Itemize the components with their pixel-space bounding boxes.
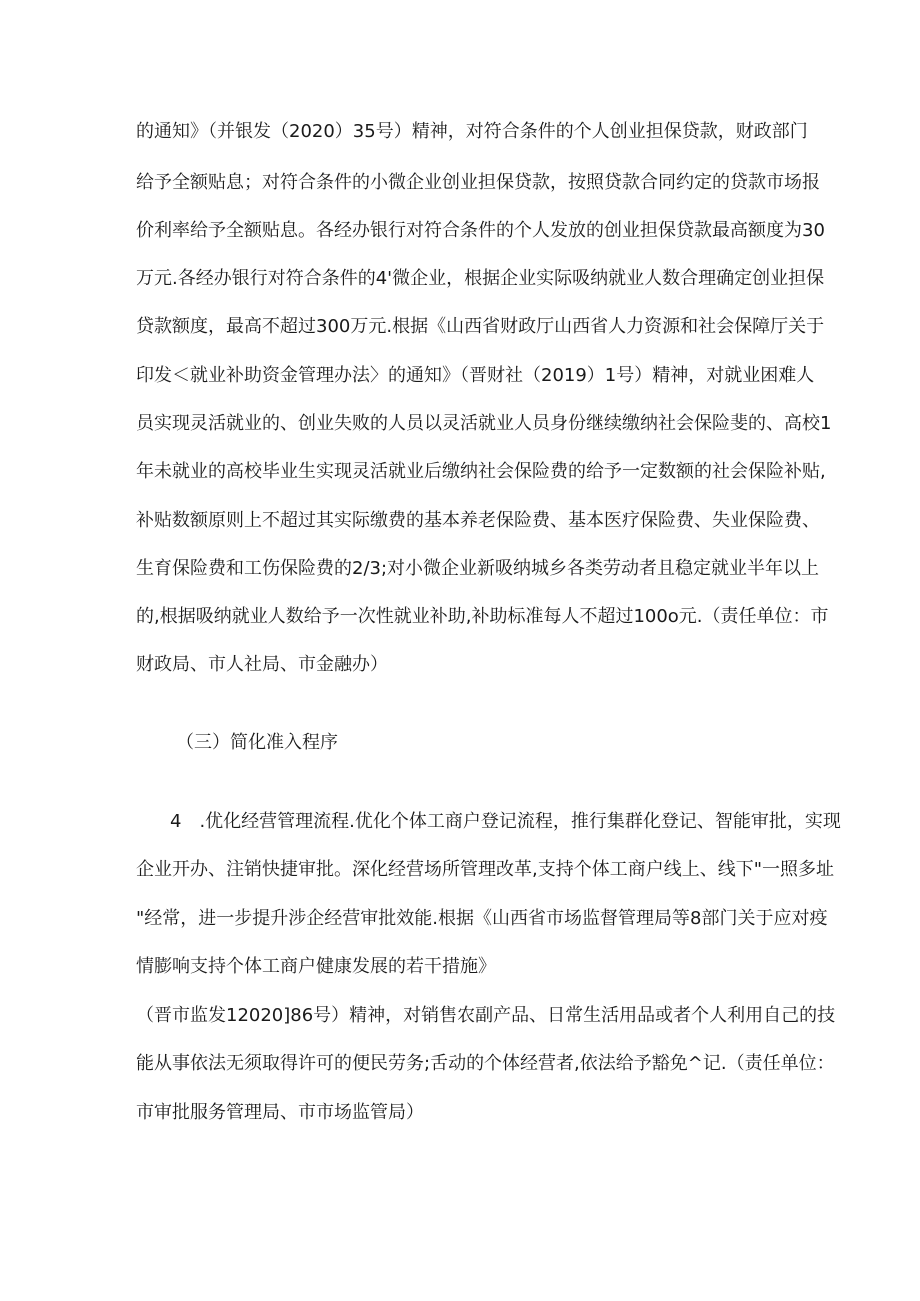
paragraph-1-line-5: 贷款额度，最高不超过300万元.根据《山西省财政厅山西省人力资源和社会保障厅关于 <box>136 316 825 337</box>
paragraph-1-line-9: 补贴数额原则上不超过其实际缴费的基本养老保险费、基本医疗保险费、失业保险费、 <box>136 510 820 531</box>
paragraph-1-line-6: 印发＜就业补助资金管理办法〉的通知》（晋财社（2019）1号）精神，对就业困难人 <box>136 365 815 386</box>
paragraph-1-line-7: 员实现灵活就业的、创业失败的人员以灵活就业人员身份继续缴纳社会保险斐的、高校1 <box>136 413 832 434</box>
paragraph-1-line-2: 给予全额贴息；对符合条件的小微企业创业担保贷款，按照贷款合同约定的贷款市场报 <box>136 172 820 193</box>
paragraph-1-line-1: 的通知》（并银发（2020）35号）精神，对符合条件的个人创业担保贷款，财政部门 <box>136 121 808 142</box>
paragraph-1-line-8: 年未就业的高校毕业生实现灵活就业后缴纳社会保险费的给予一定数额的社会保险补贴, <box>136 461 826 482</box>
paragraph-2-line-6: 能从事依法无须取得许可的便民劳务;舌动的个体经营者,依法给予豁免^记.（责任单位： <box>136 1053 835 1074</box>
paragraph-2-line-1: 4 .优化经营管理流程.优化个体工商户登记流程，推行集群化登记、智能审批，实现 <box>170 811 841 832</box>
paragraph-1-line-12: 财政局、市人社局、市金融办） <box>136 654 388 675</box>
paragraph-1-line-10: 生育保险费和工伤保险费的2/3;对小微企业新吸纳城乡各类劳动者且稳定就业半年以上 <box>136 558 820 579</box>
paragraph-2-line-7: 市审批服务管理局、市市场监管局） <box>136 1102 424 1123</box>
paragraph-1-line-3: 价利率给予全额贴息。各经办银行对符合条件的个人发放的创业担保贷款最高额度为30 <box>136 220 825 241</box>
section-heading: （三）简化准入程序 <box>176 732 338 753</box>
paragraph-1-line-4: 万元.各经办银行对符合条件的4'微企业，根据企业实际吸纳就业人数合理确定创业担保 <box>136 268 825 289</box>
paragraph-1-line-11: 的,根据吸纳就业人数给予一次性就业补助,补助标准每人不超过100o元.（责任单位：市 <box>136 606 829 627</box>
paragraph-2-line-3: "经常，进一步提升涉企经营审批效能.根据《山西省市场监督管理局等8部门关于应对疫 <box>136 908 828 929</box>
paragraph-2-line-4: 情膨响支持个体工商户健康发展的若干措施》 <box>136 956 496 977</box>
paragraph-2-line-5: （晋市监发12020]86号）精神，对销售农副产品、日常生活用品或者个人利用自己的技 <box>136 1005 836 1026</box>
paragraph-2-line-2: 企业开办、注销快捷审批。深化经营场所管理改革,支持个体工商户线上、线下"一照多址 <box>136 859 834 880</box>
